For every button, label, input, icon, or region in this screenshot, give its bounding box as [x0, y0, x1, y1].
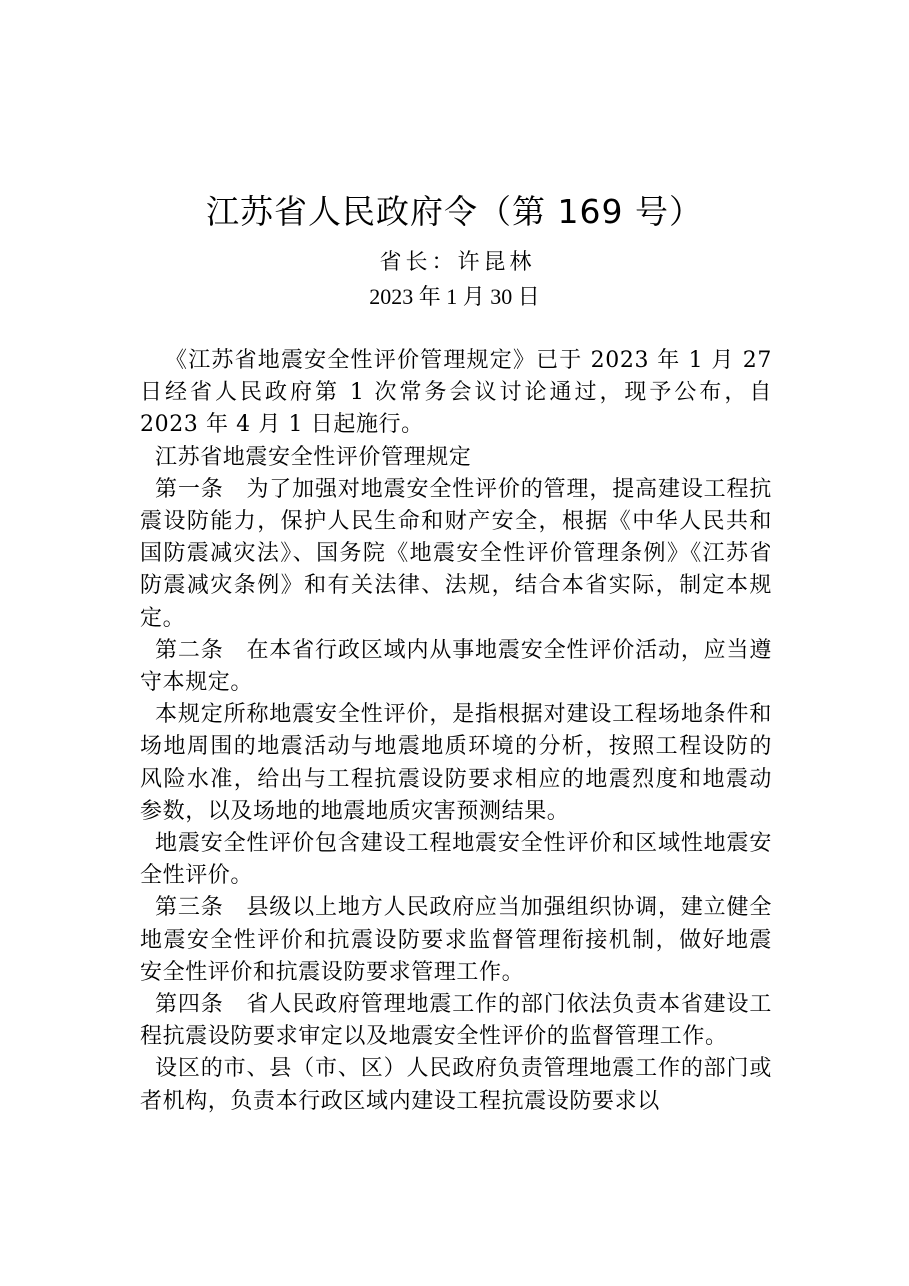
document-body — [140, 345, 772, 1118]
article-2-paragraph-2: 本规定所称地震安全性评价，是指根据对建设工程场地条件和场地周围的地震活动与地震地质环境的分析，按照工程设防的风险水准，给出与工程抗震设防要求相应的地震烈度和地震动参数，以及场地的地震地质灾害预测结果。 — [140, 702, 772, 824]
article-3: 第三条 县级以上地方人民政府应当加强组织协调，建立健全地震安全性评价和抗震设防要求监督管理衔接机制，做好地震安全性评价和抗震设防要求管理工作。 — [140, 895, 772, 985]
document-title: 江苏省人民政府令（第 169 号） — [206, 192, 703, 231]
promulgation-paragraph: 《江苏省地震安全性评价管理规定》已于 2023 年 1 月 27 日经省人民政府第 1 次常务会议讨论通过，现予公布，自 2023 年 4 月 1 日起施行。 — [140, 348, 772, 438]
signer-line: 省长：许昆林 — [379, 250, 536, 275]
article-1: 第一条 为了加强对地震安全性评价的管理，提高建设工程抗震设防能力，保护人民生命和财产安全，根据《中华人民共和国防震减灾法》、国务院《地震安全性评价管理条例》《江苏省防震减灾条例》和有关法律、法规，结合本省实际，制定本规定。 — [140, 476, 772, 631]
regulation-title: 江苏省地震安全性评价管理规定 — [155, 444, 472, 470]
article-4-paragraph-2: 设区的市、县（市、区）人民政府负责管理地震工作的部门或者机构，负责本行政区域内建设工程抗震设防要求以 — [140, 1056, 772, 1114]
article-2-paragraph-3: 地震安全性评价包含建设工程地震安全性评价和区域性地震安全性评价。 — [140, 831, 772, 889]
article-4: 第四条 省人民政府管理地震工作的部门依法负责本省建设工程抗震设防要求审定以及地震安全性评价的监督管理工作。 — [140, 992, 772, 1050]
article-2: 第二条 在本省行政区域内从事地震安全性评价活动，应当遵守本规定。 — [140, 637, 772, 696]
issue-date: 2023 年 1 月 30 日 — [369, 284, 540, 309]
